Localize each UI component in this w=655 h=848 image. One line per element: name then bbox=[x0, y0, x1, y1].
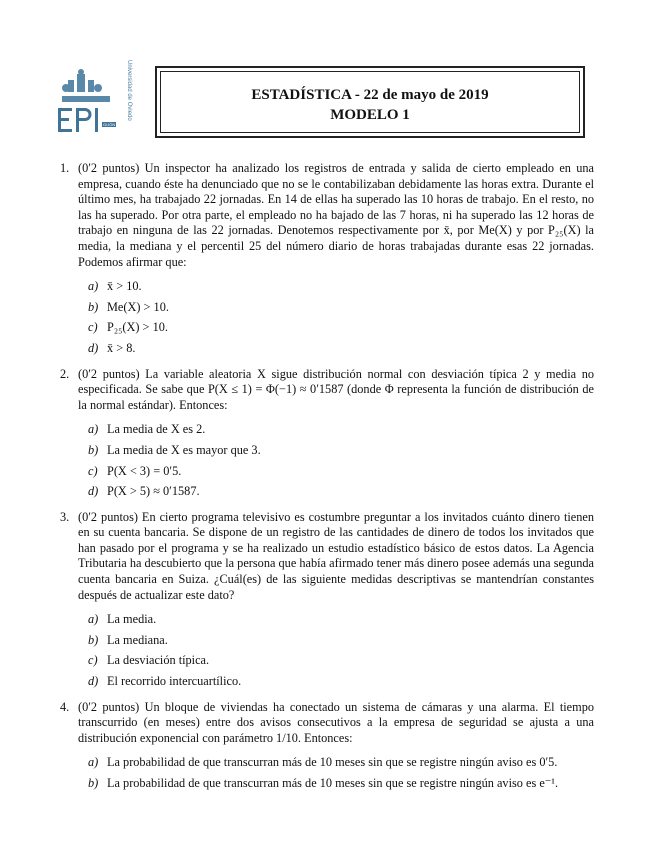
question-3 bbox=[60, 510, 594, 690]
option-item bbox=[78, 612, 594, 628]
option-item bbox=[78, 464, 594, 480]
question-text: (0′2 puntos) La variable aleatoria X sigue distribución normal con desviación típica 2 y media no especificada. Se sabe que P(X ≤ 1) = Φ(−1) ≈ 0′1587 (donde Φ representa la función de distribución de la normal estándar). Entonces: bbox=[78, 366, 594, 412]
option-item bbox=[78, 279, 594, 295]
question-text: (0′2 puntos) Un inspector ha analizado los registros de entrada y salida de cierto empleado en una empresa, cuando éste ha denunciado que no se le contabilizaban debidamente las horas extra. Durante el último mes, ha trabajado 22 jornadas. En 14 de ellas ha superado las 10 horas de trabajo. En el resto, no las ha superado. Por otra parte, el empleado no ha bajado de las 7 horas, ni ha superado las 12 horas de trabajo en ninguna de las 22 jornadas. Denotemos respectivamente por x̄, por Me(X) y por P₂₅(X) la media, la mediana y el percentil 25 del número diario de horas trabajadas durante esas 22 jornadas. Podemos afirmar que: bbox=[78, 161, 594, 269]
question-list bbox=[60, 161, 594, 802]
option-item bbox=[78, 443, 594, 459]
option-item bbox=[78, 300, 594, 316]
question-number: 3. bbox=[60, 509, 70, 524]
question-text: (0′2 puntos) En cierto programa televisivo es costumbre preguntar a los invitados cuánto dinero tienen en su cuenta bancaria. Se dispone de un registro de las cantidades de dinero de todos los invitados que han pasado por el programa y se ha realizado un estudio estadístico básico de estos datos. La Agencia Tributaria ha descubierto que la persona que había afirmado tener más dinero posee además una segunda cuenta bancaria en Suiza. ¿Cuál(es) de las siguiente medidas descriptivas se mantendrían constantes después de actualizar este dato? bbox=[78, 509, 594, 602]
option-item bbox=[78, 633, 594, 649]
option-label: a) bbox=[88, 279, 99, 294]
option-text: La mediana. bbox=[107, 632, 168, 647]
option-item bbox=[78, 341, 594, 357]
option-label: b) bbox=[88, 632, 99, 647]
option-item bbox=[78, 674, 594, 690]
option-text: x̄ > 8. bbox=[107, 340, 136, 355]
option-text: La media de X es mayor que 3. bbox=[107, 442, 261, 457]
question-2 bbox=[60, 367, 594, 500]
crest-icon bbox=[54, 66, 124, 138]
option-text: P₂₅(X) > 10. bbox=[107, 320, 168, 335]
option-text: El recorrido intercuartílico. bbox=[107, 674, 242, 689]
option-list bbox=[78, 279, 594, 356]
exam-model: MODELO 1 bbox=[330, 107, 410, 123]
option-label: d) bbox=[88, 484, 99, 499]
question-text: (0′2 puntos) Un bloque de viviendas ha conectado un sistema de cámaras y una alarma. El tiempo transcurrido (en meses) entre dos avisos consecutivos a la empresa de seguridad se ajusta a una distribución exponencial con parámetro 1/10. Entonces: bbox=[78, 699, 594, 745]
option-text: La probabilidad de que transcurran más de 10 meses sin que se registre ningún aviso es e⁻¹. bbox=[107, 776, 559, 790]
question-4 bbox=[60, 700, 594, 792]
option-list bbox=[78, 755, 594, 791]
option-item bbox=[78, 776, 594, 792]
question-number: 4. bbox=[60, 699, 70, 714]
option-text: La desviación típica. bbox=[107, 653, 210, 668]
option-item bbox=[78, 653, 594, 669]
logo-text bbox=[54, 108, 55, 109]
option-label: a) bbox=[88, 422, 99, 437]
option-label: c) bbox=[88, 320, 98, 335]
option-label: b) bbox=[88, 299, 99, 314]
logo-subtext: GIJÓN bbox=[103, 122, 116, 127]
university-name: Universidad de Oviedo bbox=[126, 60, 132, 121]
option-item bbox=[78, 484, 594, 500]
question-number: 1. bbox=[60, 161, 70, 175]
option-text: La media de X es 2. bbox=[107, 422, 206, 437]
option-item bbox=[78, 755, 594, 771]
option-label: c) bbox=[88, 653, 98, 668]
question-1 bbox=[60, 161, 594, 357]
option-label: a) bbox=[88, 755, 99, 770]
option-text: P(X > 5) ≈ 0′1587. bbox=[107, 484, 200, 499]
option-label: d) bbox=[88, 340, 99, 355]
option-label: a) bbox=[88, 612, 99, 627]
option-text: La media. bbox=[107, 612, 157, 627]
option-text: P(X < 3) = 0′5. bbox=[107, 463, 182, 478]
option-text: La probabilidad de que transcurran más de 10 meses sin que se registre ningún aviso es 0′5. bbox=[107, 755, 558, 770]
option-text: Me(X) > 10. bbox=[107, 299, 169, 314]
option-item bbox=[78, 422, 594, 438]
option-label: c) bbox=[88, 463, 98, 478]
option-label: b) bbox=[88, 442, 99, 457]
option-list bbox=[78, 612, 594, 689]
option-text: x̄ > 10. bbox=[107, 279, 142, 294]
option-label: b) bbox=[88, 776, 99, 790]
university-logo bbox=[54, 66, 124, 138]
option-list bbox=[78, 422, 594, 499]
exam-title: ESTADÍSTICA - 22 de mayo de 2019 bbox=[251, 87, 489, 103]
option-item bbox=[78, 320, 594, 336]
option-label: d) bbox=[88, 674, 99, 689]
title-box bbox=[155, 66, 585, 138]
question-number: 2. bbox=[60, 366, 70, 381]
